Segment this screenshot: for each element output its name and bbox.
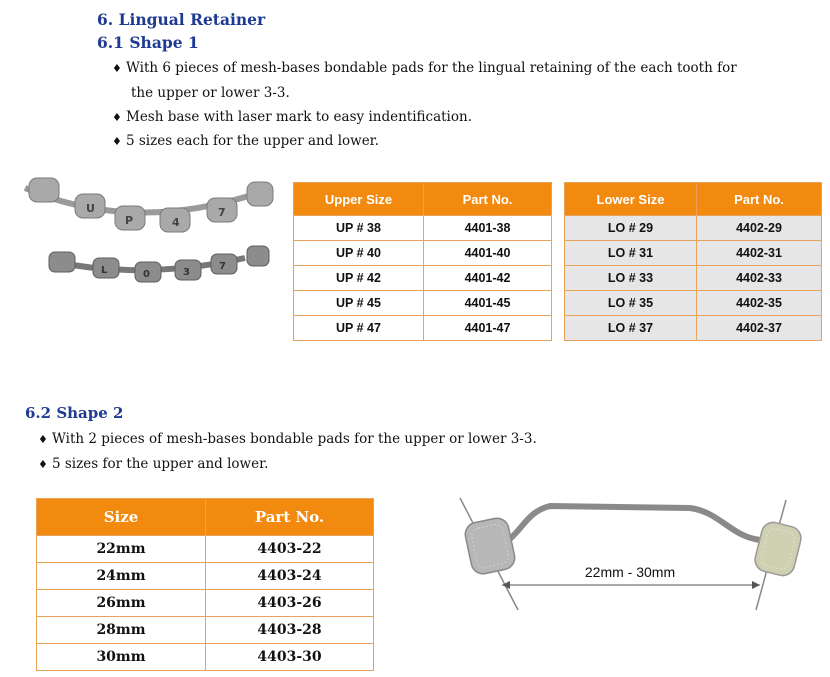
part-no-cell: 4403-24 — [206, 563, 374, 590]
size-cell: 22mm — [37, 536, 206, 563]
dimension-label: 22mm - 30mm — [584, 564, 676, 580]
shape1-bullet-3 — [112, 133, 379, 149]
size-cell: LO # 35 — [565, 291, 697, 316]
table-row — [294, 316, 552, 341]
shape1-title: 6.1 Shape 1 — [97, 33, 199, 52]
diamond-bullet-icon: ♦ — [38, 433, 48, 446]
table-row — [294, 241, 552, 266]
table-row — [565, 316, 822, 341]
size-cell: LO # 31 — [565, 241, 697, 266]
header-part-no: Part No. — [206, 499, 374, 536]
shape2-title: 6.2 Shape 2 — [25, 404, 124, 422]
table-row — [37, 617, 374, 644]
shape1-bullet-1 — [112, 60, 737, 76]
pad-letter: L — [101, 265, 108, 276]
shape2-bullet-1 — [38, 431, 537, 447]
shape1-bullet-2 — [112, 109, 472, 125]
bullet-text: 5 sizes for the upper and lower. — [52, 456, 269, 472]
diamond-bullet-icon: ♦ — [38, 458, 48, 471]
size-cell: LO # 29 — [565, 216, 697, 241]
table-row — [37, 563, 374, 590]
part-no-cell: 4402-37 — [697, 316, 822, 341]
size-cell: 28mm — [37, 617, 206, 644]
shape1-bullet-1-cont: the upper or lower 3-3. — [131, 85, 290, 101]
size-cell: UP # 42 — [294, 266, 424, 291]
table-row — [294, 216, 552, 241]
upper-size-table — [293, 182, 552, 341]
table-row — [37, 644, 374, 671]
part-no-cell: 4403-26 — [206, 590, 374, 617]
bullet-text: Mesh base with laser mark to easy indentification. — [126, 109, 472, 125]
section-title: 6. Lingual Retainer — [97, 10, 266, 29]
bullet-text: 5 sizes each for the upper and lower. — [126, 133, 379, 149]
part-no-cell: 4402-31 — [697, 241, 822, 266]
size-cell: 30mm — [37, 644, 206, 671]
bullet-text: With 2 pieces of mesh-bases bondable pads for the upper or lower 3-3. — [52, 431, 537, 447]
header-part-no: Part No. — [697, 183, 822, 216]
diamond-bullet-icon: ♦ — [112, 62, 122, 75]
pad-letter: 0 — [143, 269, 150, 280]
size-cell: UP # 38 — [294, 216, 424, 241]
size-cell: 24mm — [37, 563, 206, 590]
size-cell: UP # 47 — [294, 316, 424, 341]
diamond-bullet-icon: ♦ — [112, 135, 122, 148]
size-cell: LO # 33 — [565, 266, 697, 291]
part-no-cell: 4402-33 — [697, 266, 822, 291]
part-no-cell: 4401-42 — [424, 266, 552, 291]
part-no-cell: 4403-30 — [206, 644, 374, 671]
table-row — [565, 216, 822, 241]
table-row — [294, 266, 552, 291]
pad-letter: 4 — [172, 216, 180, 229]
pad-letter: 3 — [183, 267, 190, 278]
shape2-bullet-2 — [38, 456, 268, 472]
pad-letter: P — [125, 214, 134, 227]
size-cell: LO # 37 — [565, 316, 697, 341]
size-cell: UP # 45 — [294, 291, 424, 316]
pad-letter: 7 — [219, 261, 226, 272]
header-size: Size — [37, 499, 206, 536]
pad-letter: U — [86, 202, 95, 215]
part-no-cell: 4401-40 — [424, 241, 552, 266]
table-row — [294, 291, 552, 316]
header-upper-size: Upper Size — [294, 183, 424, 216]
part-no-cell: 4402-35 — [697, 291, 822, 316]
shape2-retainer-image — [440, 490, 810, 620]
pad-letter: 7 — [218, 206, 226, 219]
header-part-no: Part No. — [424, 183, 552, 216]
table-row — [565, 241, 822, 266]
shape1-retainer-image — [15, 176, 275, 286]
shape2-size-table — [36, 498, 374, 671]
part-no-cell: 4401-38 — [424, 216, 552, 241]
lower-size-table — [564, 182, 822, 341]
size-cell: UP # 40 — [294, 241, 424, 266]
bullet-text: With 6 pieces of mesh-bases bondable pads for the lingual retaining of the each tooth for — [126, 60, 737, 76]
table-row — [37, 590, 374, 617]
table-row — [37, 536, 374, 563]
part-no-cell: 4401-45 — [424, 291, 552, 316]
header-lower-size: Lower Size — [565, 183, 697, 216]
part-no-cell: 4401-47 — [424, 316, 552, 341]
table-row — [565, 291, 822, 316]
diamond-bullet-icon: ♦ — [112, 111, 122, 124]
part-no-cell: 4402-29 — [697, 216, 822, 241]
part-no-cell: 4403-22 — [206, 536, 374, 563]
size-cell: 26mm — [37, 590, 206, 617]
part-no-cell: 4403-28 — [206, 617, 374, 644]
table-row — [565, 266, 822, 291]
